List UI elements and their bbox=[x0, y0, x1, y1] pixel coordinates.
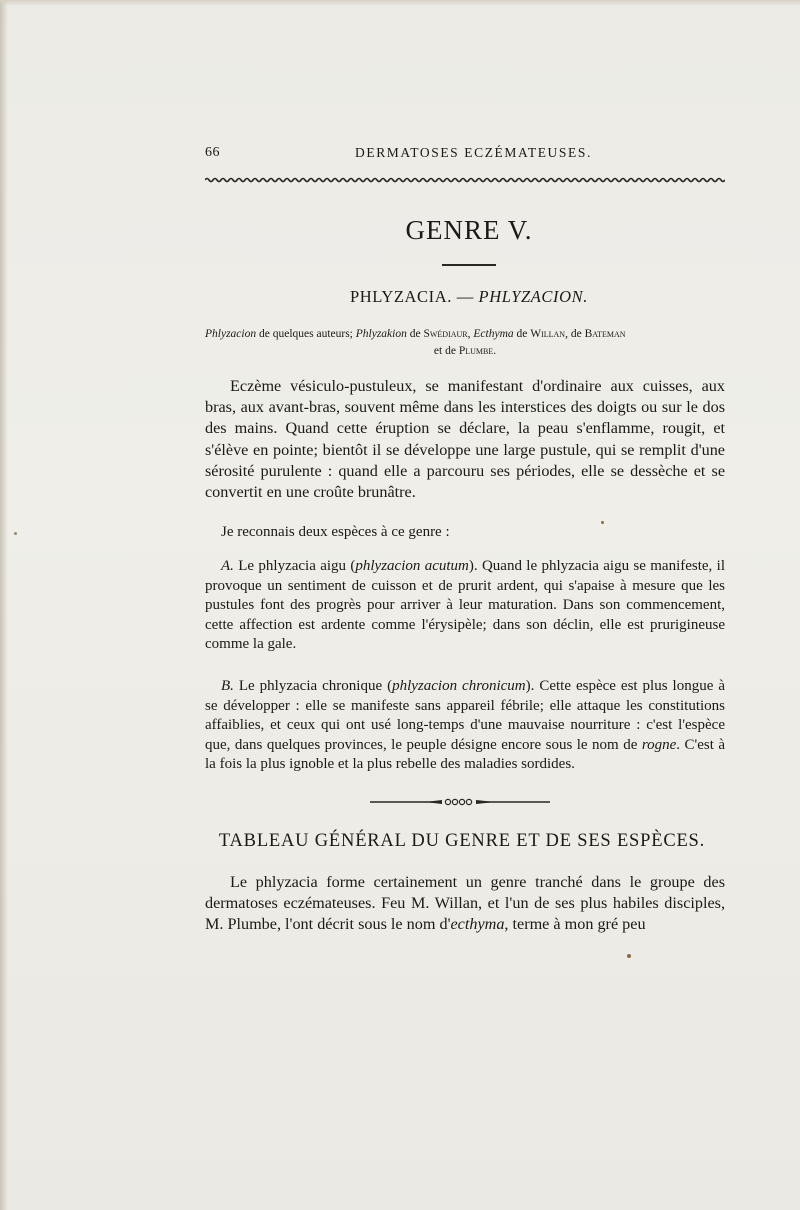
page-number: 66 bbox=[205, 145, 220, 160]
synonym-term: Phlyzacion bbox=[205, 328, 257, 340]
subtitle-italic: PHLYZACION. bbox=[478, 287, 588, 306]
synonym-term: Ecthyma bbox=[473, 328, 514, 340]
synonym-text: de bbox=[513, 328, 531, 340]
page-top-shadow bbox=[0, 0, 800, 6]
author-name: Swédiaur bbox=[423, 328, 468, 340]
running-title: DERMATOSES ECZÉMATEUSES. bbox=[355, 145, 592, 160]
genre-subtitle bbox=[0, 287, 800, 307]
section-title: TABLEAU GÉNÉRAL DU GENRE ET DE SES ESPÈCES. bbox=[218, 831, 706, 851]
synonym-text: de quelques auteurs; bbox=[256, 328, 356, 340]
decorative-wavy-rule bbox=[205, 177, 725, 183]
intro-paragraph: Eczème vésiculo-pustuleux, se manifestant d'ordinaire aux cuisses, aux bras, aux avant-bras, souvent même dans les interstices des doigts ou sur le dos des mains. Quand cette éruption se déclare, la peau s'enflamme, rougit, et s'élève en pointe; bientôt il se développe une large pustule, qui se remplit d'une sérosité purulente : quand elle a parcouru ses périodes, elle se dessèche et se convertit en une croûte brunâtre. bbox=[205, 377, 725, 502]
species-a-paragraph bbox=[205, 557, 725, 655]
author-name: Bateman bbox=[584, 328, 626, 340]
synonym-text: de bbox=[406, 328, 424, 340]
species-b-paragraph bbox=[205, 677, 725, 775]
latin-name: phlyzacion chronicum bbox=[392, 678, 526, 694]
synonym-text: , de bbox=[565, 328, 585, 340]
ecthyma-term: ecthyma bbox=[450, 915, 505, 934]
paper-speck bbox=[627, 954, 631, 958]
genre-title: GENRE V. bbox=[405, 215, 533, 245]
closing-text-block bbox=[205, 873, 725, 933]
species-lead: Je reconnais deux espèces à ce genre : bbox=[221, 524, 450, 540]
synonym-text: et de bbox=[433, 345, 459, 357]
subtitle-plain: PHLYZACIA. — bbox=[350, 287, 479, 306]
paper-speck bbox=[14, 532, 17, 535]
species-letter: B. bbox=[221, 678, 234, 694]
species-text: ). Quand le phlyzacia aigu se manifeste, il provoque un sentiment de cuisson et de prurit ardent, qui s'apaise à mesure que les pustules font des progrès pour arriver à leur maturation. Dans son commencement, cette affection est ardente comme l'érysipèle; dans son déclin, elle est prurigineuse comme la gale. bbox=[205, 558, 725, 652]
synonyms-second-line bbox=[205, 343, 725, 360]
species-text: Le phlyzacia chronique ( bbox=[233, 678, 393, 694]
synonym-text: . bbox=[493, 345, 497, 357]
species-letter: A. bbox=[221, 558, 234, 574]
latin-name: phlyzacion acutum bbox=[355, 558, 469, 574]
species-text: ). Cette espèce est plus longue à se développer : elle se manifeste sans appareil fébrile; elle attaque les constitutions affaiblies, et ceux qui ont usé long-temps d'une mauvaise nourriture : c'est l'espèce que, dans quelques provinces, le peuple désigne encore sous le nom de bbox=[205, 678, 725, 753]
species-text: Le phlyzacia aigu ( bbox=[233, 558, 356, 574]
vernacular-term: rogne bbox=[641, 736, 677, 753]
title-rule bbox=[442, 264, 496, 266]
author-name: Plumbe bbox=[458, 345, 494, 357]
closing-paragraph bbox=[205, 872, 725, 936]
closing-text: Le phlyzacia forme certainement un genre tranché dans le groupe des dermatoses eczémateuses. Feu M. Willan, et l'un de ses plus habiles disciples, M. Plumbe, l'ont décrit sous le nom d' bbox=[205, 873, 725, 934]
synonym-term: Phlyzakion bbox=[355, 328, 407, 340]
synonym-text: , bbox=[467, 328, 474, 340]
page-edge-shadow bbox=[0, 0, 8, 1210]
paper-speck bbox=[601, 521, 604, 524]
species-text: . C'est à la fois la plus ignoble et la plus rebelle des maladies sordides. bbox=[205, 736, 725, 772]
ornamental-divider bbox=[370, 797, 550, 807]
synonyms-note bbox=[205, 326, 725, 360]
author-name: Willan bbox=[530, 328, 566, 340]
running-header bbox=[205, 145, 725, 165]
closing-text: , terme à mon gré peu bbox=[504, 915, 646, 934]
